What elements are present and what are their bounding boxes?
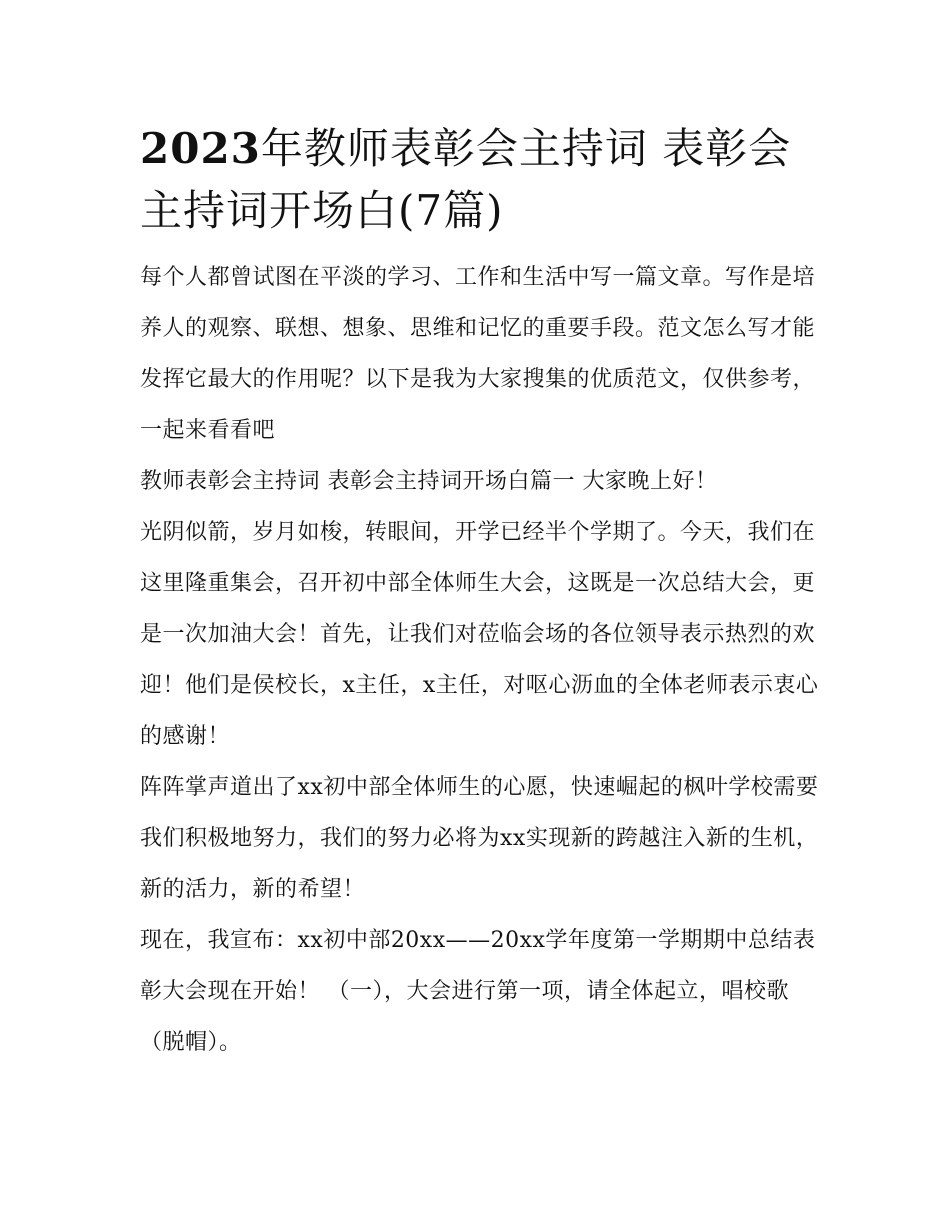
body-paragraph: 现在，我宣布：xx初中部20xx——20xx学年度第一学期期中总结表彰大会现在开始！ （一），大会进行第一项，请全体起立，唱校歌（脱帽）。 (140, 928, 816, 1055)
intro-paragraph: 每个人都曾试图在平淡的学习、工作和生活中写一篇文章。写作是培养人的观察、联想、想象、思维和记忆的重要手段。范文怎么写才能发挥它最大的作用呢？以下是我为大家搜集的优质范文，仅供参考，一起来看看吧 (140, 265, 816, 443)
body-paragraph: 光阴似箭，岁月如梭，转眼间，开学已经半个学期了。今天，我们在这里隆重集会，召开初中部全体师生大会，这既是一次总结大会，更是一次加油大会！首先，让我们对莅临会场的各位领导表示热烈的欢迎！他们是侯校长，x主任，x主任，对呕心沥血的全体老师表示衷心的感谢！ (140, 520, 819, 749)
section-heading: 教师表彰会主持词 表彰会主持词开场白篇一 大家晚上好！ (140, 469, 718, 494)
document-title: 2023年教师表彰会主持词 表彰会主持词开场白(7篇) (140, 124, 792, 235)
body-paragraph: 阵阵掌声道出了xx初中部全体师生的心愿，快速崛起的枫叶学校需要我们积极地努力，我们的努力必将为xx实现新的跨越注入新的生机，新的活力，新的希望！ (140, 775, 819, 902)
document-page (140, 118, 820, 1068)
